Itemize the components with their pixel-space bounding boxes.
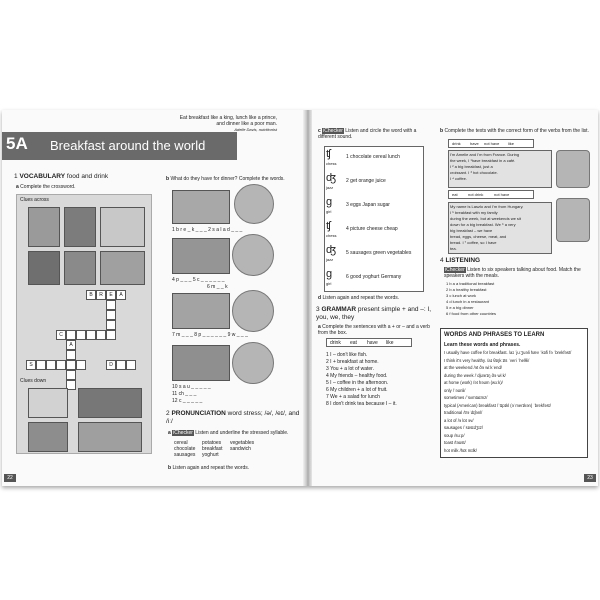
list-word: eat	[452, 192, 458, 197]
pron-word: breakfast	[202, 446, 223, 452]
text-line: My name is Laszlo and I'm from Hungary.	[450, 204, 524, 209]
crossword-cell[interactable]: D	[106, 360, 116, 370]
verb-word: have	[367, 340, 378, 346]
crossword-cell[interactable]	[36, 360, 46, 370]
grammar-sentence[interactable]: 2 I + breakfast at home.	[326, 359, 379, 365]
text-line: croissant. I ³ hot chocolate.	[450, 170, 498, 175]
quote-author: Adelle Davis, nutritionist	[234, 127, 277, 132]
dinner-photo-4	[172, 345, 230, 381]
left-page	[2, 110, 304, 486]
listening-instructions: iChecker Listen to six speakers talking about food. Match the speakers with the meals.	[444, 267, 581, 279]
pronunciation-a: a iChecker Listen and underline the stressed syllable.	[168, 430, 289, 436]
dinner-photo-2	[172, 238, 230, 274]
person-photo-3	[232, 290, 274, 332]
phrase: I think it's very healthy. /aɪ θɪŋk ɪts ˈveri ˈhelθi/	[444, 357, 530, 363]
phrase: toast /təʊst/	[444, 440, 466, 445]
crossword-cell[interactable]	[126, 360, 136, 370]
crossword-cell[interactable]	[66, 350, 76, 360]
page-number-right: 23	[584, 474, 596, 482]
person-photo-2	[232, 234, 274, 276]
listening-item[interactable]: 2 b a healthy breakfast	[446, 287, 487, 292]
dinner-line: 4 p _ _ _ 5 c _ _ _ _ _ _	[172, 277, 225, 283]
clues-across-label: Clues across	[20, 197, 49, 203]
words-box-subtitle: Learn these words and phrases.	[444, 342, 521, 348]
dinner-line: 10 s a u _ _ _ _ _	[172, 384, 211, 390]
sound-name: jazz	[326, 257, 334, 262]
phrase: hot milk /hɒt mɪlk/	[444, 447, 477, 453]
unit-title: Breakfast around the world	[50, 138, 206, 153]
verb-word: eat	[350, 340, 357, 346]
picture-3	[100, 207, 145, 247]
sound-name: girl	[326, 209, 332, 214]
picture-4	[28, 251, 60, 285]
text-line: during the week, but at weekends we sit	[450, 216, 521, 221]
listening-item[interactable]: 5 e a big dinner	[446, 305, 474, 310]
text-line: bread, eggs, cheese, meat, and	[450, 234, 507, 239]
page-number-left: 22	[4, 474, 16, 482]
listening-heading: 4 LISTENING	[440, 257, 481, 264]
grammar-sentence[interactable]: 7 We + a salad for lunch	[326, 394, 380, 400]
text-line: big breakfast – we have	[450, 228, 493, 233]
crossword-cell[interactable]	[86, 330, 96, 340]
clues-down-label: Clues down	[20, 378, 47, 384]
text-line: I ² a big breakfast, just a	[450, 164, 493, 169]
right-page	[312, 110, 598, 486]
crossword-cell[interactable]	[106, 300, 116, 310]
list-word: not have	[484, 141, 500, 146]
dinner-line: 7 m _ _ _ 8 p _ _ _ _ _ _ 9 w _ _ _	[172, 332, 248, 338]
crossword-cell[interactable]	[66, 370, 76, 380]
text-line: I ⁵ breakfast with my family	[450, 210, 498, 215]
picture-10	[78, 422, 142, 452]
picture-7	[28, 388, 68, 418]
sound-symbol: ʧ	[326, 220, 331, 232]
amelie-photo	[556, 150, 590, 188]
text-line: I'm Amelie and I'm from France. During	[450, 152, 520, 157]
pronunciation-heading: 2 PRONUNCIATION word stress; /ə/, /eɪ/, and /iː/	[166, 410, 300, 425]
sound-table	[324, 146, 424, 292]
listening-item[interactable]: 4 d lunch in a restaurant	[446, 299, 489, 304]
picture-8	[78, 388, 142, 418]
crossword-cell[interactable]	[106, 330, 116, 340]
verb-list-2	[448, 190, 534, 199]
sound-words[interactable]: 6 good yoghurt Germany	[346, 274, 402, 280]
picture-5	[64, 251, 96, 285]
phrase: soup /suːp/	[444, 432, 465, 438]
words-box-title: WORDS AND PHRASES TO LEARN	[444, 332, 545, 338]
quote: Eat breakfast like a king, lunch like a prince, and dinner like a poor man.	[179, 115, 277, 127]
sound-name: chess	[326, 161, 337, 166]
sound-symbol: ʧ	[326, 148, 331, 160]
phrase: typical (American) breakfast /ˈtɪpɪkl (əˈmerɪkən) ˈbrekfəst/	[444, 402, 551, 408]
dinner-photo-1	[172, 190, 230, 224]
crossword-cell[interactable]: E	[106, 290, 116, 300]
grammar-sentence[interactable]: 6 My children + a lot of fruit.	[326, 387, 388, 393]
picture-9	[28, 422, 68, 452]
dinner-photo-3	[172, 293, 230, 329]
grammar-heading: 3 GRAMMAR present simple + and –: I, you, we, they	[316, 306, 432, 321]
phrase: during the week /ˈdjʊərɪŋ ðə wiːk/	[444, 372, 506, 378]
phrase: only /ˈəʊnli/	[444, 387, 466, 393]
dinner-line: 12 c _ _ _ _ _	[172, 398, 203, 404]
verb-word: like	[386, 340, 394, 346]
text-line: tea.	[450, 246, 457, 251]
sound-symbol: ʤ	[326, 244, 336, 256]
pron-word: potatoes	[202, 440, 222, 446]
vocab-heading: 1 VOCABULARY food and drink	[14, 173, 109, 180]
dinner-line: 1 b r e _ k _ _ _ 2 s a l a d _ _ _	[172, 227, 243, 233]
crossword-cell[interactable]: C	[56, 330, 66, 340]
exercise-c: c iChecker Listen and circle the word with a different sound.	[318, 128, 417, 140]
crossword-cell[interactable]	[76, 360, 86, 370]
sound-name: girl	[326, 281, 332, 286]
phrase: traditional /trəˈdɪʃənl/	[444, 410, 483, 415]
crossword-cell[interactable]	[116, 360, 126, 370]
sound-words[interactable]: 3 eggs Japan sugar	[346, 202, 390, 208]
listening-item[interactable]: 1 b a a traditional breakfast	[446, 281, 495, 286]
crossword-cell[interactable]: A	[66, 340, 76, 350]
picture-1	[28, 207, 60, 247]
pron-word: sandwich	[230, 446, 251, 452]
crossword-cell[interactable]	[66, 360, 76, 370]
grammar-sentence[interactable]: 4 My friends – healthy food.	[326, 373, 388, 379]
person-photo-1	[234, 184, 274, 224]
grammar-sentence[interactable]: 3 You + a lot of water.	[326, 366, 374, 372]
picture-6	[100, 251, 145, 285]
sound-words[interactable]: 2 get orange juice	[346, 178, 386, 184]
dinner-line: 6 m _ _ k	[207, 284, 228, 290]
exercise-b: b What do they have for dinner? Complete the words.	[166, 176, 285, 182]
crossword-cell[interactable]: R	[96, 290, 106, 300]
list-word: have	[470, 141, 479, 146]
list-word: drink	[452, 141, 461, 146]
crossword-cell[interactable]: B	[86, 290, 96, 300]
sound-words[interactable]: 1 chocolate cereal lunch	[346, 154, 400, 160]
pronunciation-b: b Listen again and repeat the words.	[168, 465, 250, 471]
text-line: bread. I ⁷ coffee, so I have	[450, 240, 497, 245]
laszlo-photo	[556, 198, 590, 242]
crossword-cell[interactable]	[106, 320, 116, 330]
crossword-cell[interactable]: S	[26, 360, 36, 370]
sound-words[interactable]: 4 picture cheese cheap	[346, 226, 398, 232]
crossword-cell[interactable]: A	[116, 290, 126, 300]
listening-item[interactable]: 6 f food from other countries	[446, 311, 497, 316]
grammar-sentence[interactable]: 1 I – don't like fish.	[326, 352, 368, 358]
sound-symbol: g	[326, 196, 333, 208]
phrase: sausages /ˈsɒsɪdʒɪz/	[444, 425, 484, 430]
exercise-b-right: b Complete the texts with the correct form of the verbs from the list.	[440, 128, 589, 134]
crossword-cell[interactable]	[76, 330, 86, 340]
phrase: a lot of /ə lɒt əv/	[444, 417, 474, 423]
exercise-d: d Listen again and repeat the words.	[318, 295, 400, 301]
crossword-cell[interactable]	[106, 310, 116, 320]
verb-word: drink	[330, 340, 341, 346]
sound-name: chess	[326, 233, 337, 238]
crossword-cell[interactable]	[66, 330, 76, 340]
picture-2	[64, 207, 96, 247]
text-line: down for a big breakfast. We ⁶ a very	[450, 222, 516, 227]
person-photo-4	[232, 342, 274, 384]
grammar-sentence[interactable]: 8 I don't drink tea because I – it.	[326, 401, 397, 407]
phrase: sometimes /ˈsʌmtaɪmz/	[444, 395, 488, 400]
grammar-a: a Complete the sentences with a + or – and a verb from the box.	[318, 324, 430, 336]
text-line: I ⁴ coffee.	[450, 176, 467, 181]
dinner-line: 11 ch _ _ _	[172, 391, 197, 397]
unit-number: 5A	[6, 134, 28, 153]
sound-name: jazz	[326, 185, 334, 190]
phrase: at home (work) /ət həʊm (wɜːk)/	[444, 380, 503, 385]
crossword-cell[interactable]	[46, 360, 56, 370]
vocab-a: a Complete the crossword.	[16, 184, 76, 190]
phrase: at the weekend /ət ðə wiːkˈend/	[444, 365, 502, 370]
list-word: not have	[494, 192, 510, 197]
list-word: like	[508, 141, 515, 146]
pron-word: cereal	[174, 440, 188, 446]
phrase: I usually have coffee for breakfast. /aɪ ˈjuːʒuəli hæv ˈkɒfi fə ˈbrekfəst/	[444, 350, 572, 355]
sound-symbol: ʤ	[326, 172, 336, 184]
text-line: the week, I ¹have breakfast in a café.	[450, 158, 516, 163]
pron-word: sausages	[174, 452, 196, 458]
textbook-spread	[2, 110, 598, 486]
list-word: not drink	[468, 192, 484, 197]
pron-word: chocolate	[174, 446, 196, 452]
sound-symbol: g	[326, 268, 333, 280]
pron-word: yoghurt	[202, 452, 219, 458]
crossword-cell[interactable]	[56, 360, 66, 370]
grammar-sentence[interactable]: 5 I – coffee in the afternoon.	[326, 380, 389, 386]
listening-item[interactable]: 3 c lunch at work	[446, 293, 477, 298]
pron-word: vegetables	[230, 440, 255, 446]
crossword-cell[interactable]	[96, 330, 106, 340]
sound-words[interactable]: 5 sausages green vegetables	[346, 250, 412, 256]
